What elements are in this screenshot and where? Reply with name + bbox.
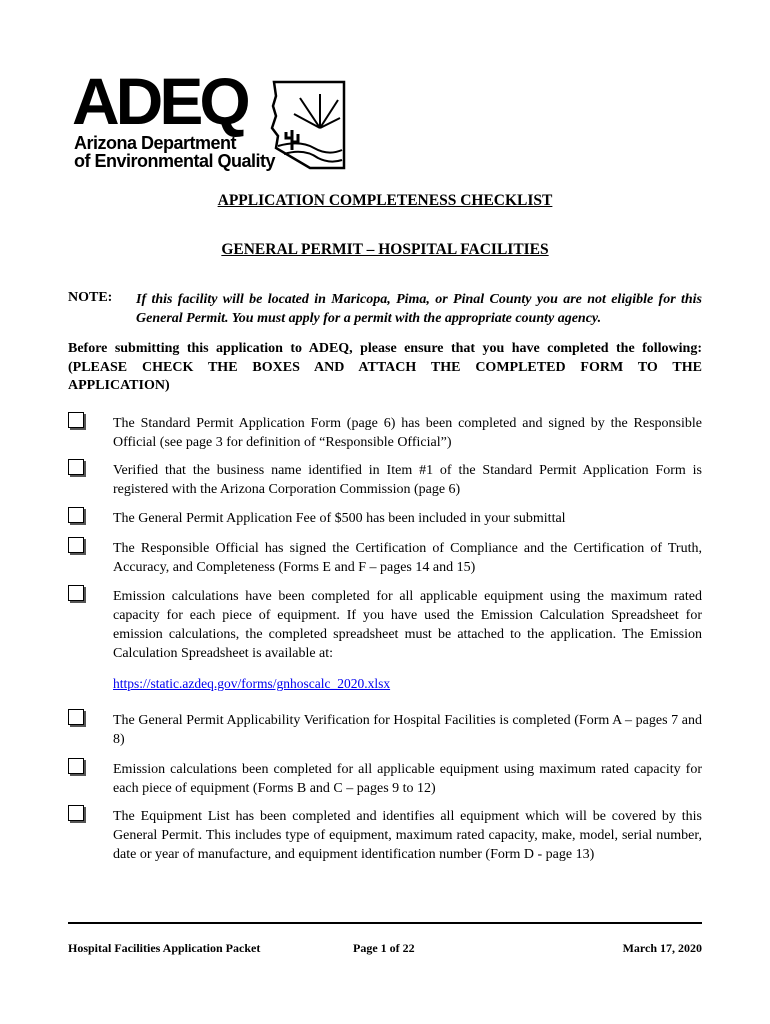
checklist-item-text: Emission calculations been completed for all applicable equipment using maximum rated capacity for each piece of equipment (Forms B and C – pages 9 to 12) [113, 762, 702, 796]
checklist-item-text: The General Permit Applicability Verification for Hospital Facilities is completed (Form A – pages 7 and 8) [113, 713, 702, 747]
footer-divider [68, 922, 702, 924]
footer-document-name: Hospital Facilities Application Packet [68, 941, 261, 955]
checkbox[interactable] [68, 709, 84, 725]
checklist-item-text: The General Permit Application Fee of $500 has been included in your submittal [113, 511, 566, 526]
checklist-item-text: Verified that the business name identified in Item #1 of the Standard Permit Application Form is registered with the Arizona Corporation Commission (page 6) [113, 463, 702, 497]
checkbox[interactable] [68, 459, 84, 475]
page-title: APPLICATION COMPLETENESS CHECKLIST [217, 192, 553, 209]
checklist-item-text: The Responsible Official has signed the Certification of Compliance and the Certification of Truth, Accuracy, and Completeness (Forms E and F – pages 14 and 15) [113, 541, 702, 575]
arizona-map-icon [270, 76, 348, 170]
page-subtitle: GENERAL PERMIT – HOSPITAL FACILITIES [221, 241, 549, 258]
checklist-item-text: The Equipment List has been completed and identifies all equipment which will be covered by this General Permit. This includes type of equipment, maximum rated capacity, make, model, serial number, date or year of manufacture, and equipment identification number (Form D - page 13) [113, 809, 702, 862]
checkbox[interactable] [68, 585, 84, 601]
intro-instructions [68, 340, 702, 396]
note-label: NOTE: [68, 290, 113, 305]
logo-letters: ADEQ [72, 64, 247, 138]
checklist-item-text: The Standard Permit Application Form (page 6) has been completed and signed by the Responsible Official (see page 3 for definition of “Responsible Official”) [113, 416, 702, 450]
intro-line-1: Before submitting this application to ADEQ, please ensure that you have completed the following: [68, 341, 702, 356]
footer-page-number: Page 1 of 22 [353, 941, 415, 955]
spreadsheet-link[interactable]: https://static.azdeq.gov/forms/gnhoscalc_2020.xlsx [113, 676, 391, 691]
checkbox[interactable] [68, 758, 84, 774]
intro-line-3: APPLICATION) [68, 378, 170, 393]
note-text: If this facility will be located in Maricopa, Pima, or Pinal County you are not eligible for this General Permit. You must apply for a permit with the appropriate county agency. [136, 292, 702, 326]
checkbox[interactable] [68, 412, 84, 428]
checkbox[interactable] [68, 507, 84, 523]
checkbox[interactable] [68, 805, 84, 821]
intro-line-2: (PLEASE CHECK THE BOXES AND ATTACH THE COMPLETED FORM TO THE [68, 359, 702, 375]
logo-line-2: of Environmental Quality [74, 151, 276, 171]
checklist-item-text: Emission calculations have been completed for all applicable equipment using the maximum rated capacity for each piece of equipment. If you have used the Emission Calculation Spreadsheet for emission calculations, the completed spreadsheet must be attached to the application. The Emission Calculation Spreadsheet is available at: [113, 589, 702, 661]
checkbox[interactable] [68, 537, 84, 553]
footer-date: March 17, 2020 [622, 941, 702, 955]
logo-line-1: Arizona Department [74, 133, 237, 153]
adeq-logo [70, 64, 350, 174]
